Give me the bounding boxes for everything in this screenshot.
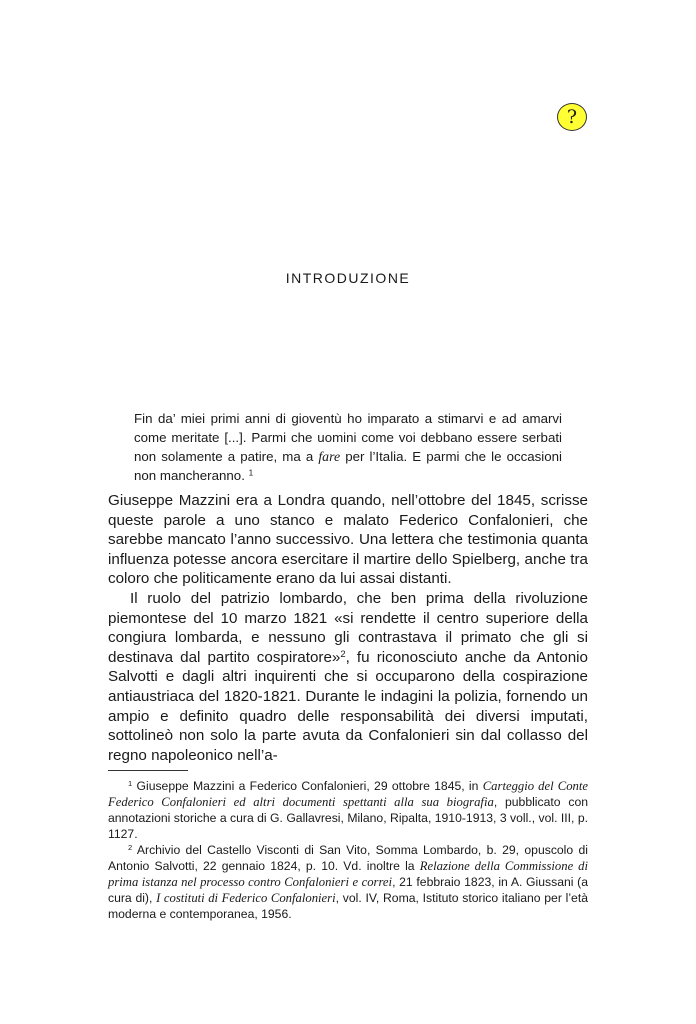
paragraph-2-part-1: Il ruolo del patrizio lombardo, che ben prima della rivoluzione piemontese del 10 marzo 1821 «si rendette il centro superiore della congiura lombarda, e nessuno gli contrastava il primato che gli si destinava dal partito cospiratore»: [108, 589, 588, 666]
footnote-separator: [108, 770, 188, 771]
paragraph-1: Giuseppe Mazzini era a Londra quando, nell’ottobre del 1845, scrisse queste parole a uno stanco e malato Federico Confalonieri, che sarebbe mancato l’anno successivo. Una lettera che testimonia quanta influenza potesse ancora esercitare il martire dello Spielberg, anche tra coloro che politicamente erano da lui assai distanti.: [108, 492, 588, 588]
footnote-1: [108, 778, 588, 842]
footnote-1-number: 1: [128, 778, 133, 788]
epigraph-italic: fare: [318, 449, 341, 464]
footnote-1-text: Giuseppe Mazzini a Federico Confalonieri, 29 ottobre 1845, in: [136, 779, 483, 793]
footnote-2-title: Relazione della Commissione di prima istanza nel processo contro Confalonieri e correi: [108, 859, 588, 889]
epigraph-text-2: per l’Italia. E parmi che le occasioni non mancheranno.: [134, 449, 563, 483]
footnote-2-title-2: I costituti di Federico Confalonieri: [156, 891, 336, 905]
body-text: [108, 491, 588, 765]
footnote-2-text: Archivio del Castello Visconti di San Vito, Somma Lombardo, b. 29, opuscolo di Antonio Salvotti, 22 gennaio 1824, p. 10. Vd. inoltre la: [108, 843, 588, 873]
epigraph-text-1: Fin da’ miei primi anni di gioventù ho imparato a stimarvi e ad amarvi come meritate [...]. Parmi che uomini come voi debbano essere serbati non solamente a patire, ma a: [134, 411, 562, 464]
footnote-ref-2[interactable]: 2: [340, 647, 346, 659]
paragraph-2: [108, 589, 588, 765]
footnote-1-title: Carteggio del Conte Federico Confalonieri ed altri documenti spettanti alla sua biografia: [108, 779, 589, 809]
footnote-ref-1[interactable]: 1: [248, 468, 254, 478]
footnotes: [108, 778, 588, 922]
help-button[interactable]: [557, 103, 587, 131]
epigraph-quote: [134, 409, 562, 485]
footnote-2-text-3: , vol. IV, Roma, Istituto storico italiano per l’età moderna e contemporanea, 1956.: [108, 891, 588, 921]
footnote-2-number: 2: [128, 842, 133, 852]
chapter-title: INTRODUZIONE: [285, 270, 411, 286]
paragraph-2-part-2: , fu riconosciuto anche da Antonio Salvotti e dagli altri inquirenti che si occuparono della cospirazione antiaustriaca del 1820-1821. Durante le indagini la polizia, fornendo un ampio e definito quadro delle responsabilità dei diversi imputati, sottolineò non solo la parte avuta da Confalonieri sin dal collasso del regno napoleonico nell’a-: [108, 648, 588, 764]
question-mark-icon: ?: [566, 106, 578, 128]
footnote-2: [108, 842, 588, 922]
footnote-1-text-2: , pubblicato con annotazioni storiche a cura di G. Gallavresi, Milano, Ripalta, 1910-1913, 3 voll., vol. III, p. 1127.: [108, 795, 588, 841]
footnote-2-text-2: , 21 febbraio 1823, in A. Giussani (a cura di),: [108, 875, 588, 905]
